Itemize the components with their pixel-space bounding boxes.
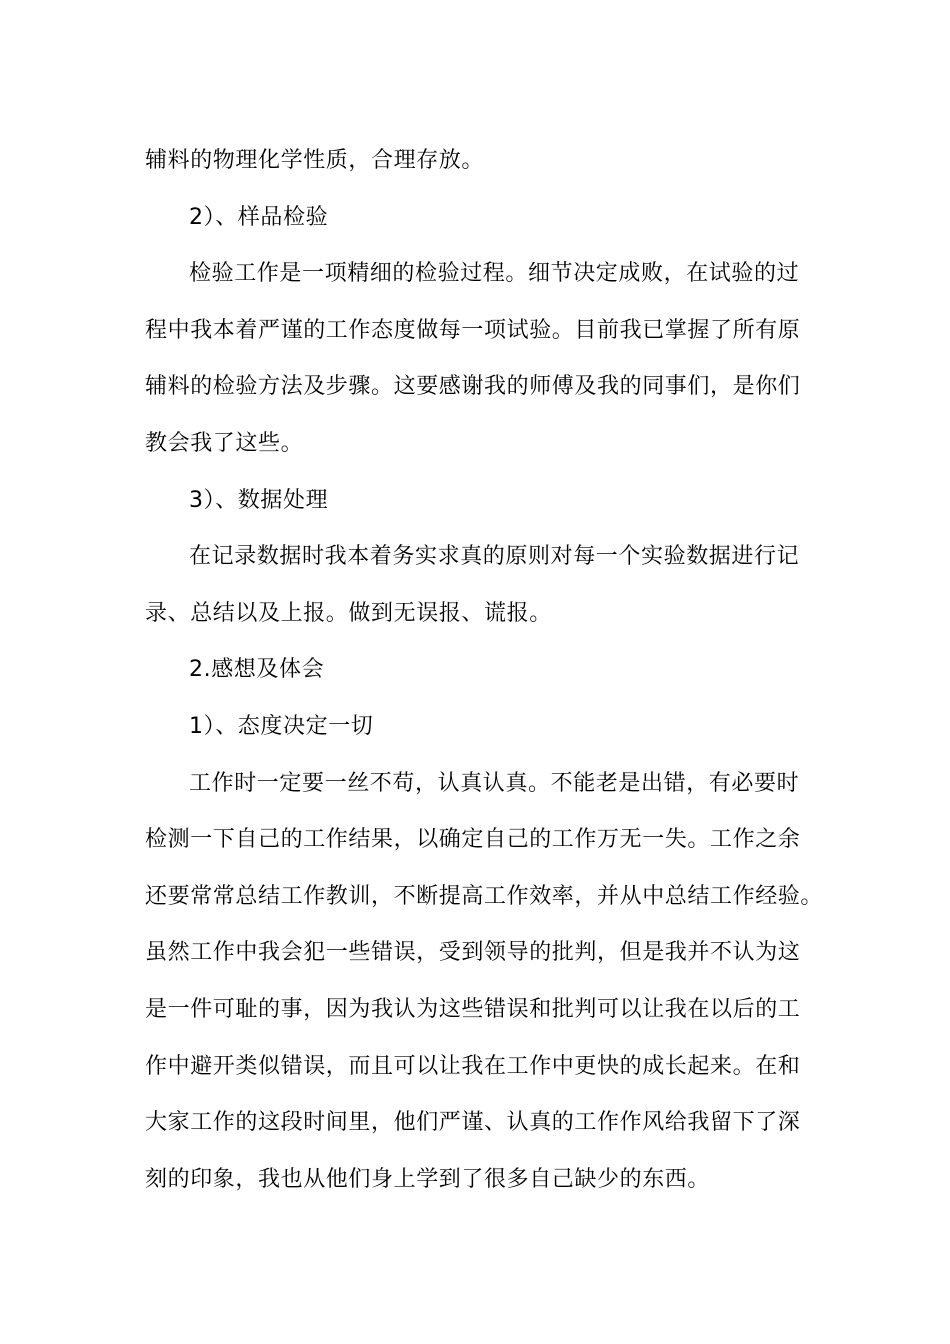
text-line: 检验工作是一项精细的检验过程。细节决定成败，在试验的过: [189, 261, 800, 287]
section-heading-sample-inspection: [145, 190, 825, 247]
text-line: 作中避开类似错误，而且可以让我在工作中更快的成长起来。在和: [145, 1053, 801, 1079]
text-line: 在记录数据时我本着务实求真的原则对每一个实验数据进行记: [189, 544, 800, 570]
document-body: [145, 133, 825, 1208]
paragraph-attitude: [145, 756, 825, 1209]
paragraph-data-processing: [145, 529, 825, 642]
section-heading-reflections: [145, 642, 825, 699]
text-line: 2）、样品检验: [189, 204, 329, 230]
text-line: 是一件可耻的事，因为我认为这些错误和批判可以让我在以后的工: [145, 996, 801, 1022]
text-line: 刻的印象，我也从他们身上学到了很多自己缺少的东西。: [145, 1166, 711, 1192]
text-line: 还要常常总结工作教训，不断提高工作效率，并从中总结工作经验。: [145, 883, 824, 909]
text-line: 录、总结以及上报。做到无误报、谎报。: [145, 600, 552, 626]
text-line: 3）、数据处理: [189, 487, 329, 513]
text-line: 1）、态度决定一切: [189, 713, 374, 739]
text-line: 检测一下自己的工作结果，以确定自己的工作万无一失。工作之余: [145, 827, 801, 853]
text-line: 2.感想及体会: [189, 657, 325, 683]
text-line: 虽然工作中我会犯一些错误，受到领导的批判，但是我并不认为这: [145, 940, 801, 966]
text-line: 辅料的检验方法及步骤。这要感谢我的师傅及我的同事们，是你们: [145, 374, 801, 400]
text-line: 大家工作的这段时间里，他们严谨、认真的工作作风给我留下了深: [145, 1110, 801, 1136]
text-line: 辅料的物理化学性质，合理存放。: [145, 148, 485, 173]
text-line: 工作时一定要一丝不苟，认真认真。不能老是出错，有必要时: [189, 770, 800, 796]
paragraph-continuation: [145, 133, 825, 190]
text-line: 程中我本着严谨的工作态度做每一项试验。目前我已掌握了所有原: [145, 317, 801, 343]
section-heading-data-processing: [145, 473, 825, 530]
paragraph-sample-inspection: [145, 246, 825, 472]
section-heading-attitude: [145, 699, 825, 756]
text-line: 教会我了这些。: [145, 430, 304, 456]
